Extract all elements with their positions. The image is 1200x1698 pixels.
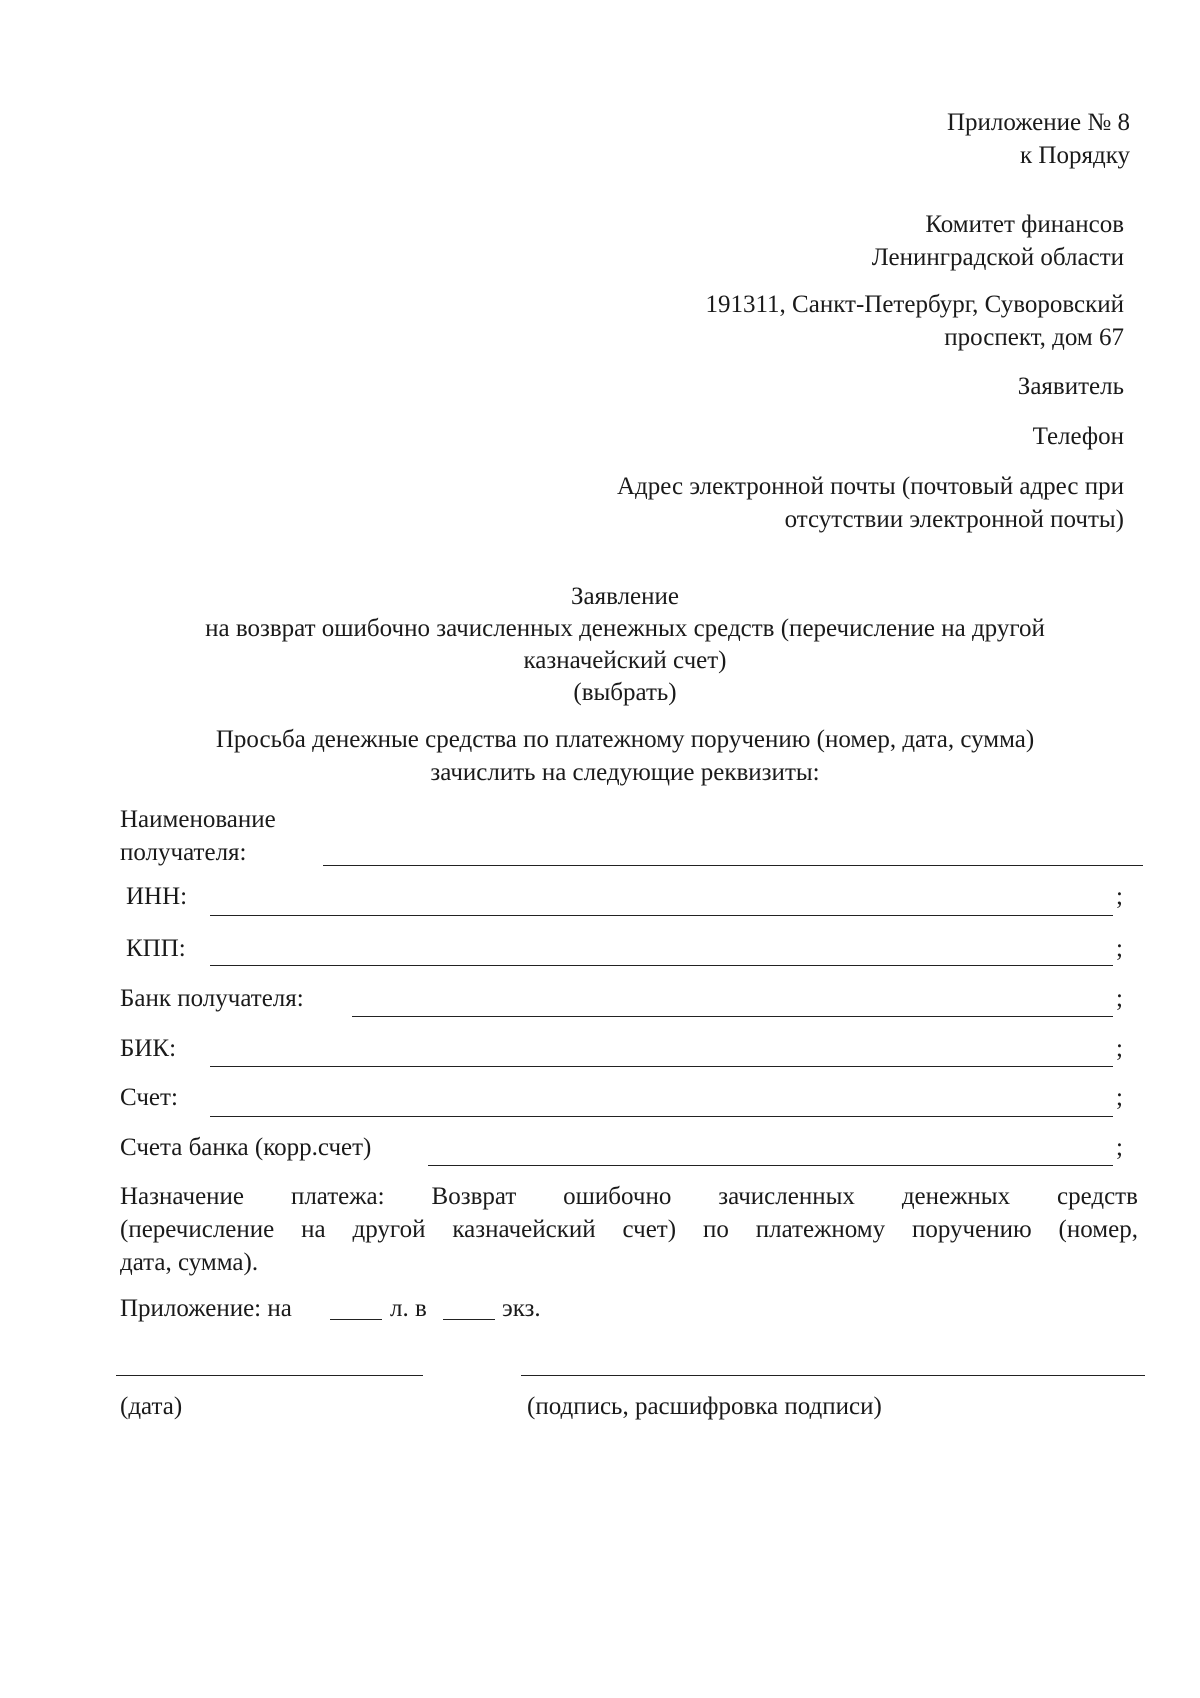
date-signature-line[interactable]: [116, 1375, 423, 1376]
account-field-line[interactable]: [210, 1116, 1113, 1117]
corr-account-separator: ;: [1116, 1134, 1123, 1161]
signature-line[interactable]: [521, 1375, 1145, 1376]
purpose-line3: дата, сумма).: [120, 1249, 259, 1276]
purpose-word: казначейский: [452, 1216, 596, 1243]
document-subtitle-line1: на возврат ошибочно зачисленных денежных средств (перечисление на другой: [205, 615, 1045, 642]
kpp-label: КПП:: [126, 935, 186, 962]
signature-caption: (подпись, расшифровка подписи): [527, 1393, 882, 1420]
purpose-word: (номер,: [1058, 1216, 1138, 1243]
attachment-prefix: Приложение: на: [120, 1295, 292, 1322]
date-caption: (дата): [120, 1393, 183, 1420]
bik-label: БИК:: [120, 1035, 177, 1062]
bik-separator: ;: [1116, 1035, 1123, 1062]
bik-field-line[interactable]: [210, 1066, 1113, 1067]
purpose-word: средств: [1057, 1183, 1138, 1210]
account-label: Счет:: [120, 1084, 178, 1111]
email-label-line1: Адрес электронной почты (почтовый адрес при: [617, 473, 1124, 500]
addressee-address-line2: проспект, дом 67: [944, 324, 1124, 351]
kpp-separator: ;: [1116, 935, 1123, 962]
email-label-line2: отсутствии электронной почты): [784, 506, 1124, 533]
request-line1: Просьба денежные средства по платежному поручению (номер, дата, сумма): [215, 726, 1035, 753]
kpp-field-line[interactable]: [210, 965, 1113, 966]
bank-label: Банк получателя:: [120, 985, 304, 1012]
appendix-number: Приложение № 8: [946, 109, 1130, 136]
addressee-address-line1: 191311, Санкт-Петербург, Суворовский: [705, 291, 1124, 318]
document-subtitle-line2: казначейский счет): [523, 647, 727, 674]
purpose-line1: [120, 1180, 1138, 1213]
applicant-label: Заявитель: [1017, 373, 1124, 400]
corr-account-field-line[interactable]: [428, 1165, 1113, 1166]
purpose-word: по: [702, 1216, 729, 1243]
purpose-word: (перечисление: [120, 1216, 275, 1243]
addressee-org-line1: Комитет финансов: [925, 211, 1124, 238]
purpose-word: денежных: [901, 1183, 1011, 1210]
corr-account-label: Счета банка (корр.счет): [120, 1134, 372, 1161]
bank-field-line[interactable]: [352, 1016, 1113, 1017]
inn-field-line[interactable]: [210, 915, 1113, 916]
recipient-name-field-line[interactable]: [323, 865, 1143, 866]
bank-separator: ;: [1116, 985, 1123, 1012]
inn-separator: ;: [1116, 883, 1123, 910]
purpose-word: платежа:: [290, 1183, 385, 1210]
purpose-word: на: [301, 1216, 326, 1243]
purpose-word: ошибочно: [563, 1183, 672, 1210]
recipient-name-label-line2: получателя:: [120, 839, 247, 866]
purpose-word: счет): [622, 1216, 677, 1243]
purpose-word: другой: [352, 1216, 426, 1243]
purpose-word: поручению: [911, 1216, 1032, 1243]
purpose-word: платежному: [755, 1216, 886, 1243]
document-title: Заявление: [570, 583, 680, 610]
phone-label: Телефон: [1032, 423, 1124, 450]
purpose-label: Назначение: [120, 1183, 245, 1210]
attachment-mid: л. в: [390, 1295, 427, 1322]
request-line2: зачислить на следующие реквизиты:: [430, 759, 820, 786]
attachment-copies-blank[interactable]: [443, 1319, 495, 1320]
account-separator: ;: [1116, 1084, 1123, 1111]
purpose-line2: [120, 1213, 1138, 1246]
inn-label: ИНН:: [126, 883, 188, 910]
appendix-reference: к Порядку: [1020, 142, 1130, 169]
attachment-pages-blank[interactable]: [330, 1319, 382, 1320]
attachment-suffix: экз.: [502, 1295, 541, 1322]
purpose-word: зачисленных: [718, 1183, 855, 1210]
recipient-name-label-line1: Наименование: [120, 806, 276, 833]
addressee-org-line2: Ленинградской области: [871, 244, 1124, 271]
purpose-word: Возврат: [431, 1183, 517, 1210]
document-subtitle-choose: (выбрать): [573, 679, 677, 706]
